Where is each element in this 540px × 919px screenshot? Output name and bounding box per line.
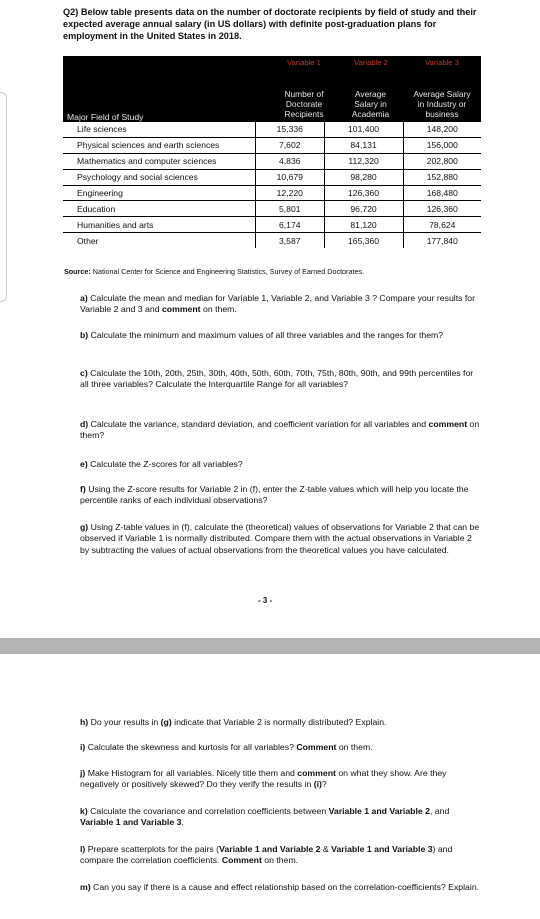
source-label: Source: [64,267,91,276]
value-cell: 96,720 [324,201,403,217]
header-col-3-line: in Industry or [417,99,467,109]
field-cell: Education [63,201,256,217]
value-cell: 101,400 [324,122,403,137]
question-text: Using the Z-score results for Variable 2 in (f), enter the Z-table values which will help you locate the percentile ranks of each individual observations? [80,484,469,506]
header-col-3 [402,89,482,119]
question-text: on them? [80,419,480,441]
question-label: c) [80,368,88,378]
question-text: & [320,844,332,854]
question-intro: Q2) Below table presents data on the number of doctorate recipients by field of study and their expected average annual salary (in US dollars) with definite post-graduation plans for employment in the United States in 2018. [63,7,477,41]
question-text: indicate that Variable 2 is normally distributed? Explain. [171,717,387,727]
question-text: Calculate the covariance and correlation coefficients between [90,806,329,816]
question-item [80,522,480,556]
value-cell: 12,220 [256,185,325,201]
question-text: Calculate the mean and median for Variable 1, Variable 2, and Variable 3 ? Compare your results for Variable 2 and 3 and [80,293,476,315]
question-item [80,419,480,442]
variable-2-label: Variable 2 [354,58,388,67]
value-cell: 177,840 [403,233,481,248]
question-label: d) [80,419,89,429]
question-item [80,330,480,341]
header-field: Major Field of Study [67,112,144,122]
question-label: b) [80,330,89,340]
table-row [63,169,481,185]
question-label: e) [80,459,88,469]
question-text: on them. [336,742,373,752]
value-cell: 98,280 [324,169,403,185]
question-emphasis: Variable 1 and Variable 2 [219,844,321,854]
question-item [80,742,480,753]
table-row [63,233,481,248]
question-label: i) [80,742,86,752]
variable-1-label: Variable 1 [287,58,321,67]
question-text: on them. [200,304,237,315]
field-cell: Psychology and social sciences [63,169,256,185]
table-row [63,122,481,137]
header-col-2-line: Average [354,89,387,99]
value-cell: 126,360 [403,201,481,217]
value-cell: 148,200 [403,122,481,137]
value-cell: 202,800 [403,153,481,169]
value-cell: 10,679 [256,169,325,185]
header-col-2 [339,89,402,119]
question-text: Calculate the Z-scores for all variables? [90,459,243,469]
table-body [63,122,481,248]
field-cell: Mathematics and computer sciences [63,153,256,169]
header-col-2-line: Salary in [354,99,387,109]
data-table [63,122,481,248]
question-label: k) [80,806,88,816]
header-col-1-line: Recipients [284,109,324,119]
question-text: , and [429,806,450,816]
source-text: National Center for Science and Engineering Statistics, Survey of Earned Doctorates. [90,267,365,276]
question-item [80,459,480,470]
value-cell: 112,320 [324,153,403,169]
header-col-2-line: Academia [351,109,390,119]
value-cell: 168,480 [403,185,481,201]
question-label: h) [80,717,89,727]
table-row [63,217,481,233]
value-cell: 81,120 [324,217,403,233]
question-item [80,882,480,893]
question-emphasis: Comment [221,855,262,866]
question-item [80,768,480,791]
question-emphasis: comment [161,304,201,315]
value-cell: 4,836 [256,153,325,169]
value-cell: 5,801 [256,201,325,217]
field-cell: Engineering [63,185,256,201]
field-cell: Physical sciences and earth sciences [63,137,256,153]
header-col-1 [270,89,338,119]
question-text: Do your results in [90,717,161,727]
question-text: Calculate the variance, standard deviation, and coefficient variation for all variables and [90,419,429,429]
page-2 [0,654,540,919]
question-text: on what they show. Are they negatively or positively skewed? Do they verify the results in [80,768,447,790]
table-row [63,201,481,217]
question-text: Can you say if there is a cause and effect relationship based on the correlation-coefficients? Explain. [93,882,480,892]
page-separator [0,638,540,654]
question-emphasis: comment [428,419,468,429]
question-emphasis: Variable 1 and Variable 3 [80,817,182,828]
value-cell: 84,131 [324,137,403,153]
question-item [80,293,480,316]
question-item [80,717,480,728]
question-emphasis: Variable 1 and Variable 2 [328,806,430,816]
question-text: Make Histogram for all variables. Nicely title them and [87,768,298,778]
question-text: ? [321,779,327,790]
value-cell: 156,000 [403,137,481,153]
question-item [80,368,480,391]
question-text: on them. [261,855,299,866]
value-cell: 15,336 [256,122,325,137]
question-label: m) [80,882,91,892]
table-row [63,153,481,169]
page-side-tab [0,92,7,302]
question-label: g) [80,522,89,532]
value-cell: 165,360 [324,233,403,248]
field-cell: Other [77,235,99,246]
header-col-1-line: Doctorate [285,99,323,109]
question-emphasis: (i) [313,779,322,790]
question-item [80,484,480,507]
question-emphasis: Comment [296,742,337,752]
question-emphasis: (g) [160,717,172,727]
table-row [63,137,481,153]
value-cell: 78,624 [403,217,481,233]
table-row [63,185,481,201]
value-cell: 126,360 [324,185,403,201]
question-text: Calculate the skewness and kurtosis for all variables? [87,742,297,752]
question-label: l) [80,844,86,854]
question-text: Using Z-table values in (f), calculate the (theoretical) values of observations for Variable 2 that can be observed if Variable 1 is normally distributed. Compare them with the actual observations in Variable 2 by subtracting the values of actual observations from the theoretical values you have calculated. [80,522,480,555]
header-col-1-line: Number of [284,89,324,99]
page-number: - 3 - [258,596,273,605]
source-note [64,267,364,276]
header-col-3-line: Average Salary [413,89,471,99]
field-cell: Life sciences [63,122,256,137]
question-item [80,844,480,867]
variable-3-label: Variable 3 [425,58,459,67]
value-cell: 7,602 [256,137,325,153]
field-cell: Humanities and arts [63,217,256,233]
question-text: Prepare scatterplots for the pairs ( [87,844,220,854]
value-cell: 3,587 [256,233,325,248]
question-emphasis: Variable 1 and Variable 3 [331,844,433,854]
question-item [80,806,480,829]
value-cell: 6,174 [256,217,325,233]
question-emphasis: comment [297,768,336,778]
value-cell: 152,880 [403,169,481,185]
question-label: a) [80,293,88,303]
header-col-3-line: business [425,109,459,119]
question-label: f) [80,484,86,494]
question-text: ) and compare the correlation coefficients. [80,844,453,866]
question-text: Calculate the minimum and maximum values of all three variables and the ranges for them? [90,330,444,340]
question-text: . [181,817,184,828]
question-text: Calculate the 10th, 20th, 25th, 30th, 40th, 50th, 60th, 70th, 75th, 80th, 90th, and 99th percentiles for all three variables? Calculate the Interquartile Range for all variables? [80,368,474,390]
question-label: j) [80,768,86,778]
